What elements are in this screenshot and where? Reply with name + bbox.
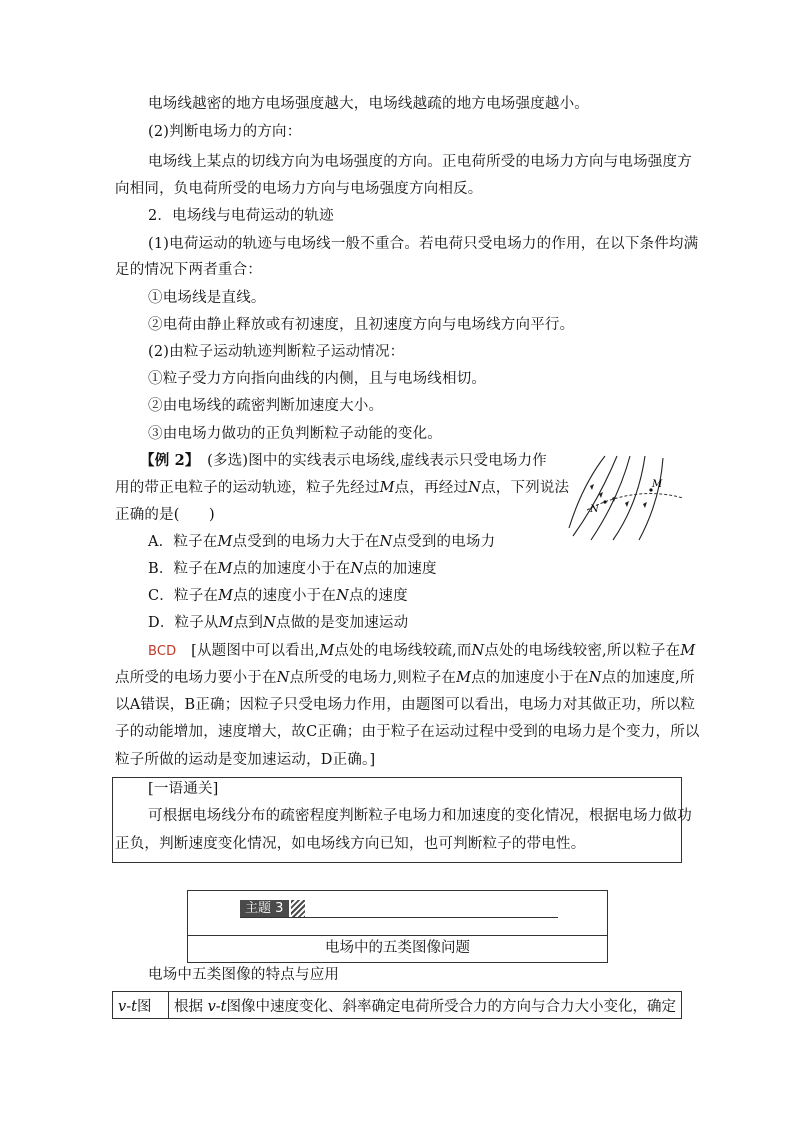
- option-a: A．粒子在M点受到的电场力大于在N点受到的电场力: [148, 534, 496, 550]
- text-line: ①粒子受力方向指向曲线的内侧，且与电场线相切。: [148, 371, 487, 387]
- answer-line: 以A错误，B正确；因粒子只受电场力作用，由题图可以看出，电场力对其做正功，所以粒: [115, 697, 696, 713]
- table-cell-text: 根据 v-t图像中速度变化、斜率确定电荷所受合力的方向与合力大小变化，确定: [168, 992, 681, 1019]
- text-line: ①电场线是直线。: [148, 290, 266, 306]
- table-row: [113, 992, 682, 1019]
- text-line: (2)判断电场力的方向：: [148, 124, 302, 140]
- text-line: ②由电场线的疏密判断加速度大小。: [148, 398, 384, 414]
- field-line: [573, 456, 617, 536]
- electric-field-figure: [565, 452, 685, 542]
- answer-line: BCD [从题图中可以看出,M点处的电场线较疏,而N点处的电场线较密,所以粒子在M: [148, 643, 696, 659]
- text-line: 向相同，负电荷所受的电场力方向与电场强度方向相反。: [115, 181, 483, 197]
- topic-divider: [188, 935, 607, 936]
- answer-line: 点所受的电场力要小于在N点所受的电场力,则粒子在M点的加速度小于在N点的加速度,所: [115, 670, 695, 686]
- label-m: M: [652, 479, 663, 490]
- option-b: B．粒子在M点的加速度小于在N点的加速度: [148, 561, 437, 577]
- field-line: [613, 456, 645, 540]
- option-c: C．粒子在M点的速度小于在N点的速度: [148, 588, 408, 604]
- example-question-line: 正确的是( ): [115, 507, 215, 523]
- example-tag: 【例 2】: [140, 452, 193, 469]
- option-d: D．粒子从M点到N点做的是变加速运动: [148, 615, 409, 631]
- section-intro: 电场中五类图像的特点与应用: [148, 967, 340, 983]
- topic-title: 电场中的五类图像问题: [325, 940, 470, 956]
- example-question-line: 用的带正电粒子的运动轨迹，粒子先经过M点，再经过N点，下列说法: [115, 480, 570, 496]
- topic-tag-stripes: [291, 900, 305, 918]
- table-cell-label: v-t图: [113, 992, 169, 1019]
- answer-line: 粒子所做的运动是变加速运动，D正确。]: [115, 752, 376, 768]
- topic-rule: [240, 917, 558, 918]
- answer-key: BCD: [148, 644, 177, 659]
- graph-types-table: [112, 991, 682, 1019]
- text-line: 电场线越密的地方电场强度越大，电场线越疏的地方电场强度越小。: [148, 96, 589, 112]
- text-line: ②电荷由静止释放或有初速度，且初速度方向与电场线方向平行。: [148, 317, 575, 333]
- section-heading: 2．电场线与电荷运动的轨迹: [148, 208, 334, 224]
- text-line: (2)由粒子运动轨迹判断粒子运动情况：: [148, 344, 405, 360]
- text-line: 电场线上某点的切线方向为电场强度的方向。正电荷所受的电场力方向与电场强度方: [148, 154, 692, 170]
- tip-box-text: 正负，判断速度变化情况，如电场线方向已知，也可判断粒子的带电性。: [115, 836, 586, 852]
- label-n: N: [590, 504, 599, 515]
- text-line: (1)电荷运动的轨迹与电场线一般不重合。若电荷只受电场力的作用，在以下条件均满: [148, 236, 699, 252]
- text-line: 足的情况下两者重合：: [115, 262, 262, 278]
- topic-header: [187, 890, 608, 963]
- topic-tag: 主题 3: [240, 900, 289, 918]
- tip-box-text: 可根据电场线分布的疏密程度判断粒子电场力和加速度的变化情况，根据电场力做功: [148, 808, 692, 824]
- example-question-line: 【例 2】 (多选)图中的实线表示电场线,虚线表示只受电场力作: [140, 452, 548, 469]
- tip-box-title: [一语通关]: [148, 781, 219, 797]
- answer-line: 子的动能增加，速度增大，故C正确；由于粒子在运动过程中受到的电场力是个变力，所以: [115, 724, 700, 740]
- text-line: ③由电场力做功的正负判断粒子动能的变化。: [148, 426, 442, 442]
